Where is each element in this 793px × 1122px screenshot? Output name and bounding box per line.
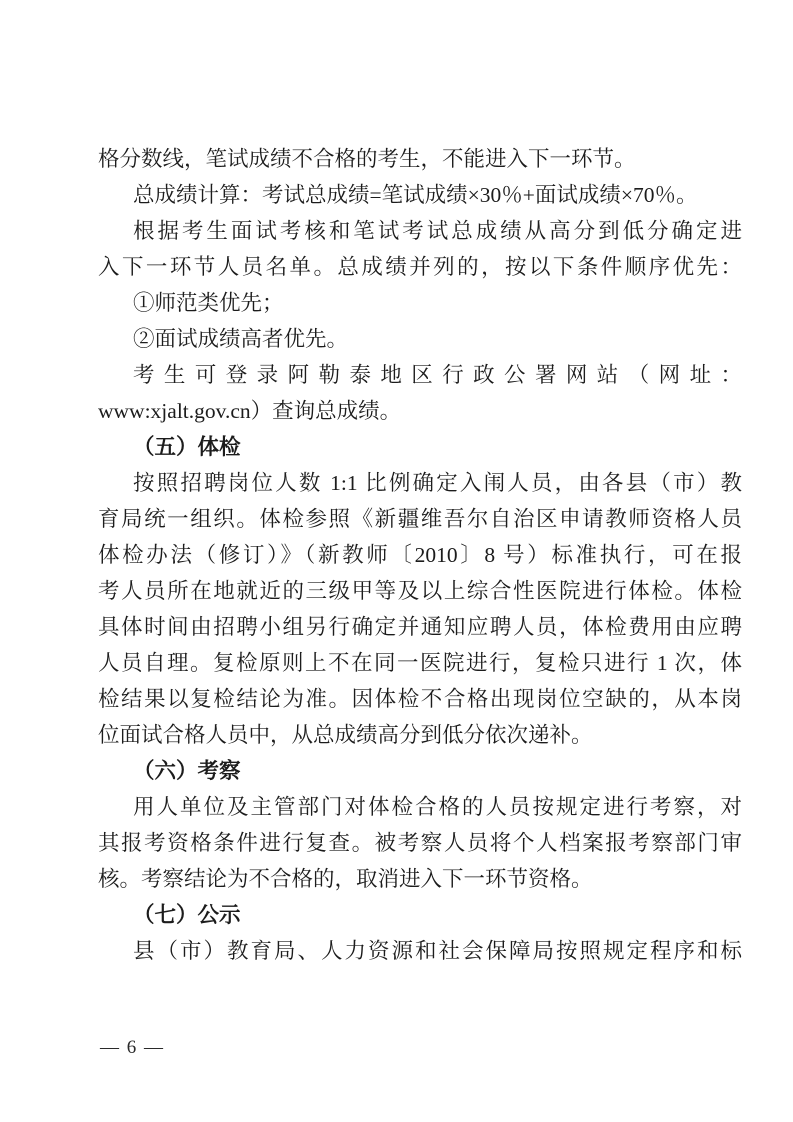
text-line: 考人员所在地就近的三级甲等及以上综合性医院进行体检。体检 — [98, 579, 742, 603]
text-line: 总成绩计算：考试总成绩=笔试成绩×30％+面试成绩×70％。 — [133, 183, 698, 207]
text-line: 根据考生面试考核和笔试考试总成绩从高分到低分确定进 — [133, 219, 742, 243]
section-heading: （五）体检 — [133, 435, 241, 459]
text-line: 具体时间由招聘小组另行确定并通知应聘人员，体检费用由应聘 — [98, 615, 742, 639]
text-line: 体检办法（修订）》（新教师〔2010〕8 号）标准执行，可在报 — [98, 543, 742, 567]
text-line: 入下一环节人员名单。总成绩并列的，按以下条件顺序优先： — [98, 255, 742, 279]
text-line: 按照招聘岗位人数 1:1 比例确定入闱人员，由各县（市）教 — [133, 471, 742, 495]
text-line: 育局统一组织。体检参照《新疆维吾尔自治区申请教师资格人员 — [98, 507, 742, 531]
text-line: www:xjalt.gov.cn）查询总成绩。 — [98, 399, 402, 423]
text-line: 核。考察结论为不合格的，取消进入下一环节资格。 — [98, 867, 593, 891]
text-line: ②面试成绩高者优先。 — [133, 327, 349, 351]
text-line: 检结果以复检结论为准。因体检不合格出现岗位空缺的，从本岗 — [98, 687, 742, 711]
document-body — [98, 141, 742, 969]
text-line: 考生可登录阿勒泰地区行政公署网站（网址： — [133, 363, 742, 387]
text-line: 位面试合格人员中，从总成绩高分到低分依次递补。 — [98, 723, 593, 747]
text-line: 格分数线，笔试成绩不合格的考生，不能进入下一环节。 — [98, 147, 636, 171]
page-number: — 6 — — [100, 1037, 165, 1058]
text-line: 用人单位及主管部门对体检合格的人员按规定进行考察，对 — [133, 795, 742, 819]
section-heading: （六）考察 — [133, 759, 241, 783]
text-line: 人员自理。复检原则上不在同一医院进行，复检只进行 1 次，体 — [98, 651, 742, 675]
section-heading: （七）公示 — [133, 903, 241, 927]
text-line: 县（市）教育局、人力资源和社会保障局按照规定程序和标 — [133, 939, 742, 963]
text-line: ①师范类优先； — [133, 291, 284, 315]
text-line: 其报考资格条件进行复查。被考察人员将个人档案报考察部门审 — [98, 831, 742, 855]
